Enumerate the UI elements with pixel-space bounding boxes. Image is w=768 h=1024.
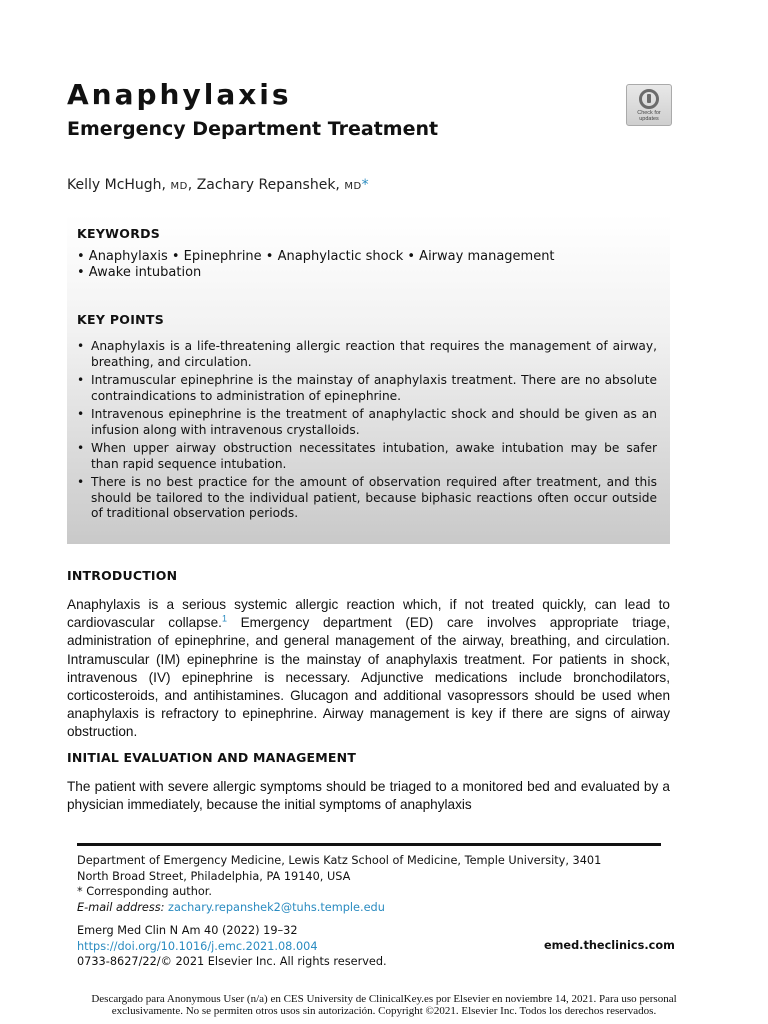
copyright-line: 0733-8627/22/© 2021 Elsevier Inc. All rights reserved. [77, 955, 387, 968]
article-subtitle: Emergency Department Treatment [67, 118, 439, 140]
key-point-item: • There is no best practice for the amount of observation required after treatment, and this should be tailored to the individual patient, because biphasic reactions often occur outside of traditional observation periods. [77, 475, 657, 522]
corresponding-author-link[interactable]: * [361, 177, 369, 193]
corresponding-author-note: * Corresponding author. [77, 885, 212, 898]
journal-website-link[interactable]: emed.theclinics.com [544, 939, 675, 952]
paragraph-text: Anaphylaxis is a serious systemic allergic reaction which, if not treated quickly, can lead to cardiovascular collapse. [67, 597, 670, 631]
email-link[interactable]: zachary.repanshek2@tuhs.temple.edu [168, 900, 385, 914]
paragraph-text: Emergency department (ED) care involves appropriate triage, administration of epinephrine, and general management of the airway, breathing, and circulation. Intramuscular (IM) epinephrine is the mainstay of anaphylaxis treatment. For patients in shock, intravenous (IV) epinephrine is necessary. Adjunctive medications include bronchodilators, corticosteroids, and antihistamines. Glucagon and additional vasopressors should be used when anaphylaxis is refractory to epinephrine. Airway management is key if there are signs of airway obstruction. [67, 615, 670, 740]
download-notice-line: Descargado para Anonymous User (n/a) en CES University de ClinicalKey.es por Elsevier en noviembre 14, 2021. Para uso personal [91, 993, 677, 1005]
doi-link[interactable]: https://doi.org/10.1016/j.emc.2021.08.004 [77, 939, 318, 953]
article-title: Anaphylaxis [67, 78, 292, 111]
key-points-list [77, 339, 657, 525]
check-updates-label: Check for updates [637, 110, 661, 122]
section-heading-initial-evaluation: INITIAL EVALUATION AND MANAGEMENT [67, 750, 357, 765]
keywords-heading: KEYWORDS [77, 226, 161, 241]
author-list [67, 177, 369, 193]
section-heading-introduction: INTRODUCTION [67, 568, 178, 583]
citation-block [77, 923, 387, 970]
keywords-keypoints-box [67, 215, 670, 544]
footnote-divider [77, 843, 661, 846]
affiliation-line: Department of Emergency Medicine, Lewis Katz School of Medicine, Temple University, 3401 [77, 854, 602, 867]
key-point-item: • Anaphylaxis is a life-threatening allergic reaction that requires the management of airway, breathing, and circulation. [77, 339, 657, 370]
introduction-paragraph [67, 596, 670, 742]
affiliation-line: North Broad Street, Philadelphia, PA 19140, USA [77, 869, 351, 883]
key-point-item: • Intramuscular epinephrine is the mainstay of anaphylaxis treatment. There are no absolute contraindications to administration of epinephrine. [77, 373, 657, 404]
journal-citation: Emerg Med Clin N Am 40 (2022) 19–32 [77, 924, 298, 937]
email-line [77, 900, 601, 916]
author-degree: MD [344, 181, 362, 192]
initial-evaluation-paragraph: The patient with severe allergic symptoms should be triaged to a monitored bed and evaluated by a physician immediately, because the initial symptoms of anaphylaxis [67, 779, 670, 813]
check-for-updates-button[interactable] [626, 84, 672, 126]
key-points-heading: KEY POINTS [77, 312, 165, 327]
keywords-line: • Awake intubation [77, 265, 202, 280]
author-name: Zachary Repanshek, [196, 177, 340, 193]
email-label: E-mail address: [77, 900, 165, 914]
author-name: Kelly McHugh, [67, 177, 166, 193]
author-separator: , [187, 177, 193, 193]
download-notice [20, 993, 748, 1017]
check-updates-icon [639, 89, 659, 109]
download-notice-line: exclusivamente. No se permiten otros usos sin autorización. Copyright ©2021. Elsevier Inc. Todos los derechos reservados. [111, 1005, 657, 1017]
reference-link[interactable]: 1 [221, 613, 227, 624]
key-point-item: • Intravenous epinephrine is the treatment of anaphylactic shock and should be given as an infusion along with intravenous crystalloids. [77, 407, 657, 438]
key-point-item: • When upper airway obstruction necessitates intubation, awake intubation may be safer than rapid sequence intubation. [77, 441, 657, 472]
affiliation-block [77, 853, 601, 915]
author-degree: MD [170, 181, 188, 192]
keywords-line: • Anaphylaxis • Epinephrine • Anaphylactic shock • Airway management [77, 249, 555, 264]
